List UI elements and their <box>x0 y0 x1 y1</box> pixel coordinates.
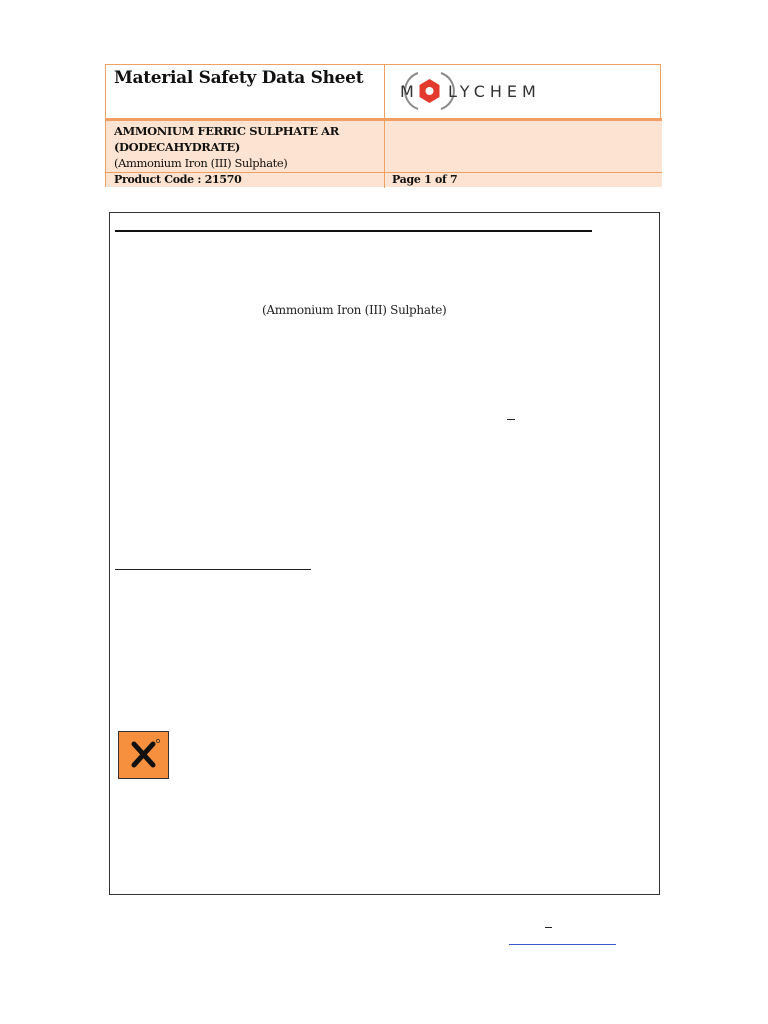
synonym-text: (Ammonium Iron (III) Sulphate) <box>262 303 447 317</box>
product-code: Product Code : 21570 <box>114 173 242 186</box>
molychem-logo <box>398 67 578 115</box>
section-title-underline <box>115 230 592 232</box>
page-number: Page 1 of 7 <box>392 173 458 186</box>
product-name-line2: (DODECAHYDRATE) <box>114 140 240 154</box>
harmful-x-icon <box>118 731 169 779</box>
footer-link-underline[interactable] <box>509 944 616 945</box>
dash-mark <box>507 419 515 420</box>
section-heading-underline <box>115 569 311 570</box>
product-name <box>114 123 339 171</box>
document-header <box>105 64 661 187</box>
header-lower-divider <box>384 118 385 188</box>
hazard-cross-icon <box>119 732 168 778</box>
footer-dash-mark <box>545 927 552 928</box>
content-frame <box>109 212 660 895</box>
svg-text:M: M <box>400 82 416 101</box>
document-title: Material Safety Data Sheet <box>114 68 364 88</box>
product-name-line1: AMMONIUM FERRIC SULPHATE AR <box>114 124 339 138</box>
svg-text:LYCHEM: LYCHEM <box>448 82 541 101</box>
product-synonym: (Ammonium Iron (III) Sulphate) <box>114 156 288 170</box>
